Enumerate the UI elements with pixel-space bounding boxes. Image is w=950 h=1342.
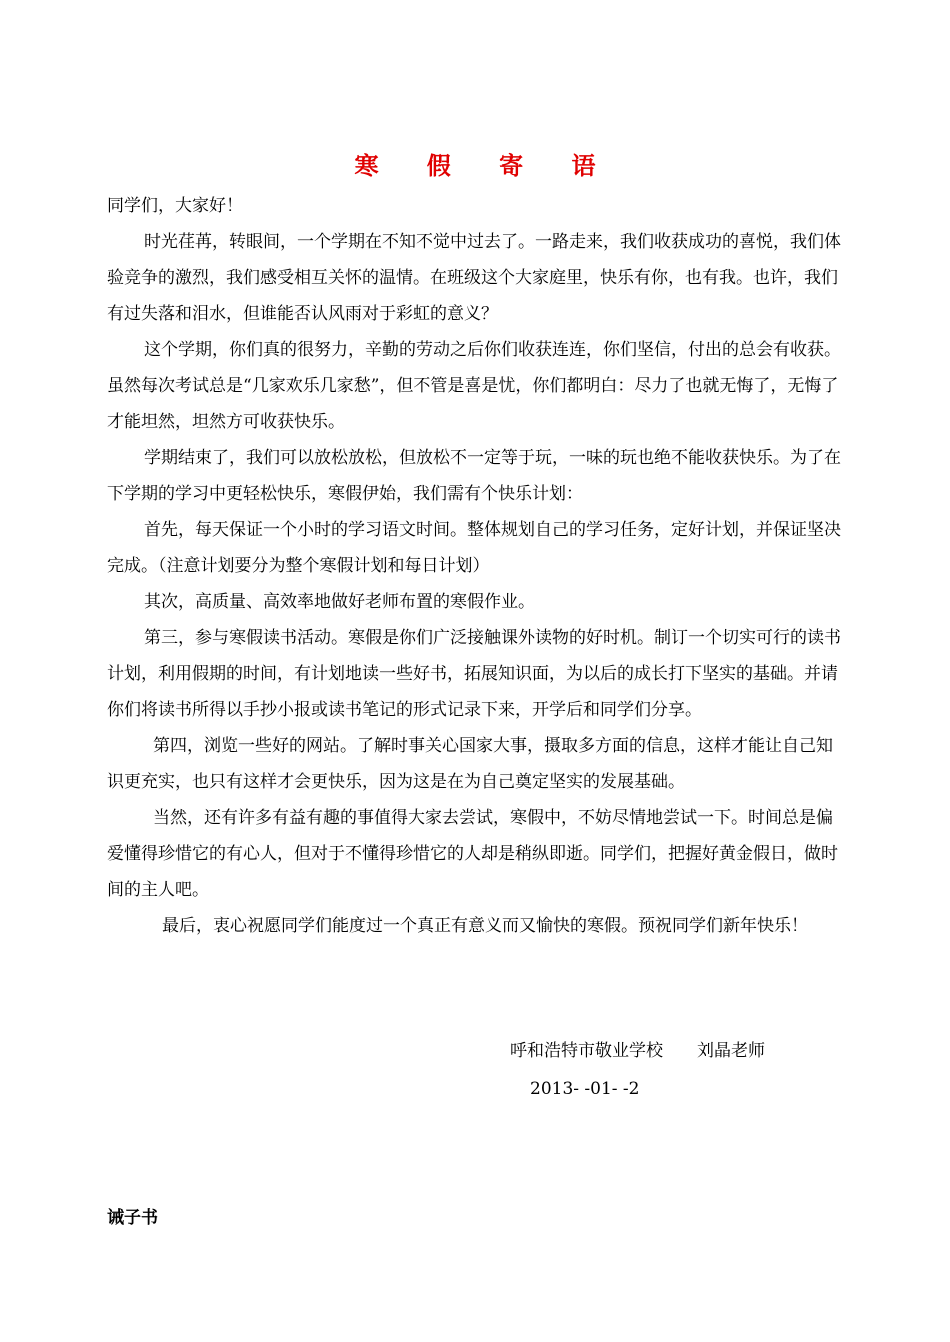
paragraph-2: 这个学期，你们真的很努力，辛勤的劳动之后你们收获连连，你们坚信，付出的总会有收获。虽然每次考试总是“几家欢乐几家愁”，但不管是喜是忧，你们都明白：尽力了也就无悔了，无悔了才能坦然，坦然方可收获快乐。 (107, 340, 841, 432)
paragraph-5: 其次，高质量、高效率地做好老师布置的寒假作业。 (144, 592, 535, 612)
greeting: 同学们，大家好！ (107, 196, 243, 216)
paragraph-9: 最后，衷心祝愿同学们能度过一个真正有意义而又愉快的寒假。预祝同学们新年快乐！ (162, 916, 808, 936)
paragraph-3: 学期结束了，我们可以放松放松，但放松不一定等于玩，一味的玩也绝不能收获快乐。为了在下学期的学习中更轻松快乐，寒假伊始，我们需有个快乐计划： (107, 448, 841, 504)
document-title: 寒 假 寄 语 (354, 152, 616, 180)
paragraph-4: 首先，每天保证一个小时的学习语文时间。整体规划自己的学习任务，定好计划，并保证坚决完成。（注意计划要分为整个寒假计划和每日计划） (107, 520, 841, 576)
paragraph-1: 时光荏苒，转眼间，一个学期在不知不觉中过去了。一路走来，我们收获成功的喜悦，我们体验竞争的激烈，我们感受相互关怀的温情。在班级这个大家庭里，快乐有你，也有我。也许，我们有过失落和泪水，但谁能否认风雨对于彩虹的意义？ (107, 232, 841, 324)
signature: 呼和浩特市敬业学校 刘晶老师 (510, 1041, 765, 1061)
paragraph-7: 第四，浏览一些好的网站。了解时事关心国家大事，摄取多方面的信息，这样才能让自己知识更充实，也只有这样才会更快乐，因为这是在为自己奠定坚实的发展基础。 (107, 736, 833, 792)
next-section-heading: 诫子书 (107, 1208, 158, 1228)
document-body (107, 188, 847, 944)
paragraph-6: 第三，参与寒假读书活动。寒假是你们广泛接触课外读物的好时机。制订一个切实可行的读书计划，利用假期的时间，有计划地读一些好书，拓展知识面，为以后的成长打下坚实的基础。并请你们将读书所得以手抄小报或读书笔记的形式记录下来，开学后和同学们分享。 (107, 628, 841, 720)
date: 2013- -01- -2 (530, 1079, 640, 1099)
paragraph-8: 当然，还有许多有益有趣的事值得大家去尝试，寒假中，不妨尽情地尝试一下。时间总是偏爱懂得珍惜它的有心人，但对于不懂得珍惜它的人却是稍纵即逝。同学们，把握好黄金假日，做时间的主人吧。 (107, 808, 838, 900)
